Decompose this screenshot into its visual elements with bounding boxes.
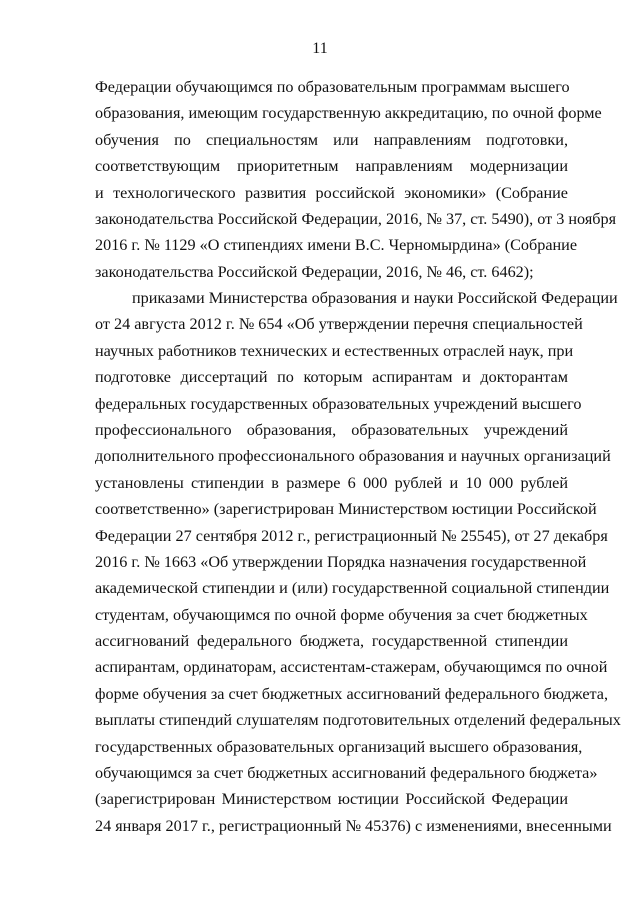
text-line: дополнительного профессионального образования и научных организаций — [95, 447, 611, 466]
page-number: 11 — [312, 40, 328, 57]
text-line: образования, имеющим государственную аккредитацию, по очной форме — [95, 104, 602, 123]
text-line: приказами Министерства образования и науки Российской Федерации — [132, 289, 618, 307]
paragraph-orders — [95, 285, 621, 839]
text-line: законодательства Российской Федерации, 2016, № 46, ст. 6462); — [95, 262, 534, 281]
text-line: аспирантам, ординаторам, ассистентам-стажерам, обучающимся по очной — [95, 658, 608, 677]
text-line: 2016 г. № 1129 «О стипендиях имени В.С. Черномырдина» (Собрание — [95, 236, 578, 255]
text-line: от 24 августа 2012 г. № 654 «Об утверждении перечня специальностей — [95, 315, 583, 334]
text-line: законодательства Российской Федерации, 2016, № 37, ст. 5490), от 3 ноября — [95, 209, 617, 228]
text-line: студентам, обучающимся по очной форме обучения за счет бюджетных — [95, 605, 588, 624]
text-line: обучающимся за счет бюджетных ассигнований федерального бюджета» — [95, 764, 598, 783]
text-line: установлены стипендии в размере 6 000 рублей и 10 000 рублей — [95, 473, 568, 492]
text-line: (зарегистрирован Министерством юстиции Российской Федерации — [95, 790, 568, 809]
text-line: 2016 г. № 1663 «Об утверждении Порядка назначения государственной — [95, 552, 587, 571]
text-line: Федерации обучающимся по образовательным программам высшего — [95, 78, 570, 96]
text-line: обучения по специальностям или направлениям подготовки, — [95, 130, 568, 149]
text-line: профессионального образования, образовательных учреждений — [95, 420, 568, 439]
text-line: 24 января 2017 г., регистрационный № 45376) с изменениями, внесенными — [95, 816, 612, 835]
paragraph-continuation — [95, 74, 617, 285]
text-line: соответствующим приоритетным направлениям модернизации — [95, 157, 568, 176]
text-line: соответственно» (зарегистрирован Министерством юстиции Российской — [95, 500, 597, 519]
text-line: федеральных государственных образовательных учреждений высшего — [95, 394, 582, 413]
text-line: Федерации 27 сентября 2012 г., регистрационный № 25545), от 27 декабря — [95, 526, 608, 545]
text-line: подготовке диссертаций по которым аспирантам и докторантам — [95, 368, 568, 387]
text-line: государственных образовательных организаций высшего образования, — [95, 737, 583, 756]
text-line: ассигнований федерального бюджета, государственной стипендии — [95, 632, 568, 651]
text-line: научных работников технических и естественных отраслей наук, при — [95, 341, 574, 360]
text-line: форме обучения за счет бюджетных ассигнований федерального бюджета, — [95, 684, 609, 703]
text-line: академической стипендии и (или) государственной социальной стипендии — [95, 579, 610, 598]
text-line: выплаты стипендий слушателям подготовительных отделений федеральных — [95, 711, 621, 730]
text-line: и технологического развития российской экономики» (Собрание — [95, 183, 568, 202]
